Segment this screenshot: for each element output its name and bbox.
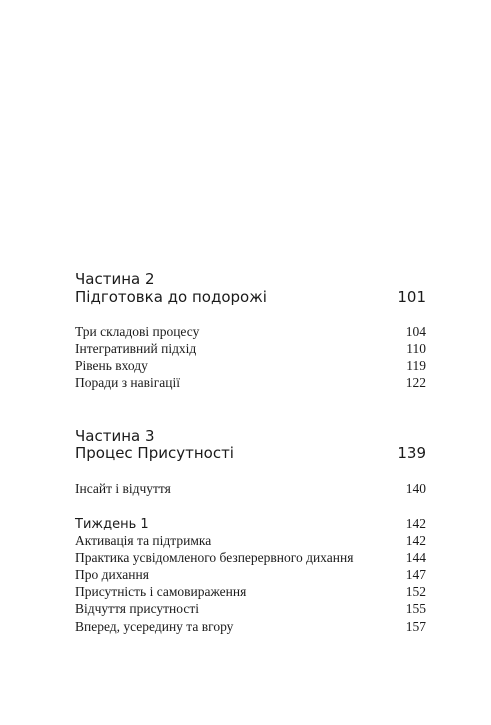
toc-entry [75,481,426,497]
toc-entry-page: 122 [405,375,426,390]
toc-entry-title: Присутність і самовираження [75,584,247,599]
part-3-title: Процес Присутності [75,444,234,462]
toc-entry-page: 142 [405,533,426,548]
toc-entry [75,567,426,583]
toc-entry-page: 119 [406,358,426,373]
part-2-title: Підготовка до подорожі [75,288,267,306]
week-1-page: 142 [405,516,426,531]
toc-entry-page: 144 [405,550,426,565]
toc-entry-page: 104 [405,324,426,339]
toc-entry [75,324,426,340]
part-2-label: Частина 2 [75,270,155,288]
toc-entry-title: Інтегративний підхід [75,341,197,356]
toc-entry-page: 110 [406,341,426,356]
toc-entry-title: Вперед, усередину та вгору [75,619,234,634]
toc-entry [75,550,426,566]
part-3-heading [75,444,426,462]
toc-entry-page: 157 [405,619,426,634]
toc-entry-title: Активація та підтримка [75,533,212,548]
week-1-heading [75,516,426,532]
part-2-page: 101 [397,288,426,306]
toc-entry-title: Практика усвідомленого безперервного дихання [75,550,354,565]
toc-entry [75,341,426,357]
toc-entry [75,601,426,617]
part-3-label: Частина 3 [75,427,155,445]
toc-entry-page: 155 [405,601,426,616]
toc-entry [75,533,426,549]
toc-entry [75,584,426,600]
toc-entry-title: Поради з навігації [75,375,181,390]
toc-entry [75,358,426,374]
toc-entry-title: Відчуття присутності [75,601,199,616]
toc-entry [75,375,426,391]
part-3-page: 139 [397,444,426,462]
toc-entry [75,619,426,635]
toc-entry-page: 152 [405,584,426,599]
toc-entry-title: Три складові процесу [75,324,200,339]
toc-entry-page: 140 [405,481,426,496]
toc-entry-title: Інсайт і відчуття [75,481,171,496]
part-2-heading [75,288,426,306]
toc-entry-page: 147 [405,567,426,582]
week-1-title: Тиждень 1 [75,517,149,532]
toc-entry-title: Про дихання [75,567,149,582]
toc-entry-title: Рівень входу [75,358,148,373]
